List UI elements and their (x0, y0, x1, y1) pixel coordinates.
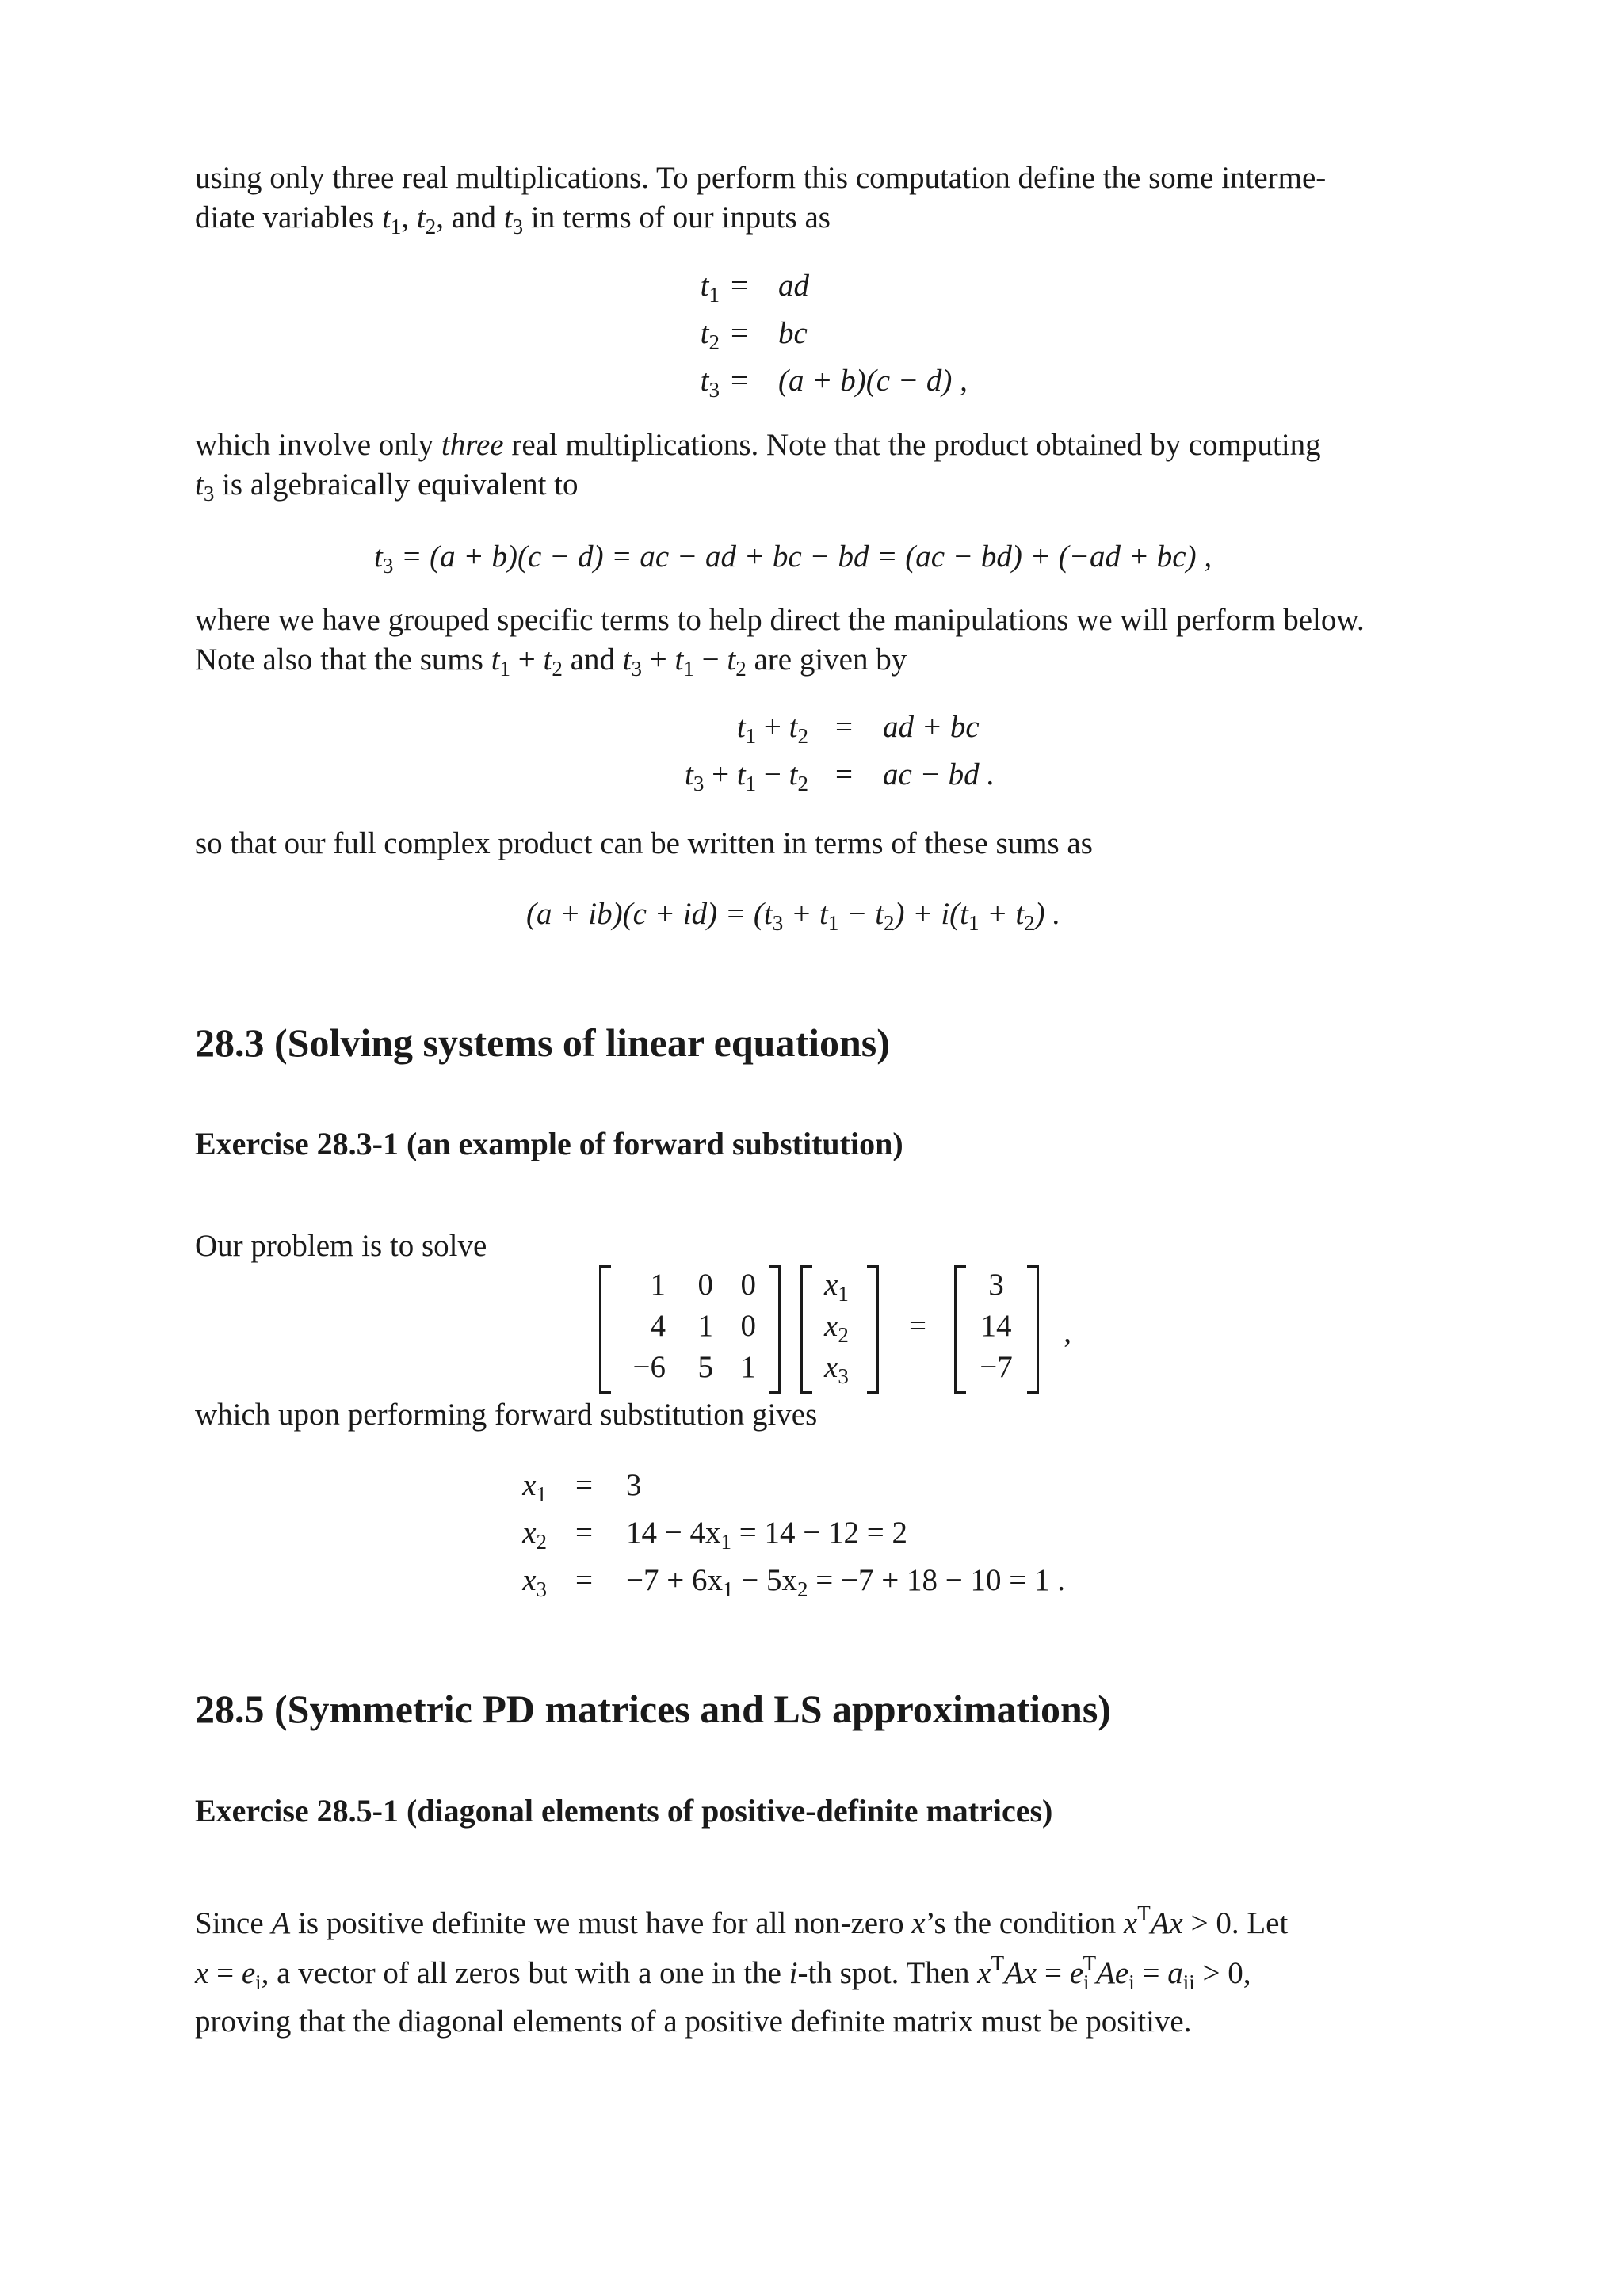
vector-cell: 3 (988, 1268, 1004, 1302)
section-heading: 28.3 (Solving systems of linear equations) (195, 1020, 890, 1065)
right-bracket (867, 1265, 879, 1394)
problem-statement: Our problem is to solve (195, 1229, 487, 1263)
exercise-heading: Exercise 28.5-1 (diagonal elements of positive-definite matrices) (195, 1793, 1053, 1829)
matrix-equation (599, 1265, 1075, 1392)
document-page: using only three real multiplications. To perform this computation define the some interme- diate variables $t_1$, $t_2$, and $t_3$ in terms of our inputs as $t_1$ = ad $t_2$ = bc $t_3$ = (a + b)(c − d) , which involve only three real multiplications. Note that the product obtained by computing $t_3$ is algebraically equivalent to $t_3 = (a + b)(c - d)$ = ac − ad + bc − bd = (ac − bd) + (−ad + bc) , where we have grouped specific terms to help direct the manipulations we will perform below. Note also that the sums $t_1 + t_2$ and $t_3 + t_1 - t_2$ are given by $t_1 + t_2$ = ad + bc $t_3 + t_1 - t_2$ = ac − bd . so that our full complex product can be written in terms of these sums as $(a + ib)(c + id) = (t_3 + t_1 - t_2) + i(t_1 + t_2)$ . 28.3 (Solving systems of linear equations) Exercise 28.3-1 (an example of forward substitution) Our problem is to solve 1 0 0 4 1 0 −6 5 1 $x_1$ $x_2$ $x_3$ = 3 14 −7 , which upon performing forward substitution gives $x_1$ = 3 $x_2$ = $14 - 4x_1 = 14 - 12 = 2$ $x_3$ = $-7 + 6x_1 - 5x_2 = -7 + 18 - 10 = 1$ . 28.5 (Symmetric PD matrices and LS approximations) Exercise 28.5-1 (diagonal elements of positive-definite matrices) Since A is positive definite we must have for all non-zero x’s the condition $x^TAx > 0$. Let $x = e_i$, a vector of all zeros but with a one in the i-th spot. Then $x^TAx = e_i^TAe_i = a_{ii} > 0$, proving that the diagonal elements of a positive definite matrix must be positive. (0, 0, 1623, 2296)
full-product-paragraph: so that our full complex product can be written in terms of these sums as (195, 826, 1093, 860)
forward-sub-paragraph: which upon performing forward substitution gives (195, 1398, 818, 1432)
matrix-cell: 1 (740, 1350, 756, 1384)
vector-cell: $x_2$ (824, 1309, 849, 1347)
matrix-cell: 0 (697, 1268, 713, 1302)
right-bracket (1027, 1265, 1039, 1394)
equals-sign: = (909, 1309, 926, 1343)
positive-definite-paragraph: Since A is positive definite we must have for all non-zero x’s the condition $x^TAx > 0$. Let $x = e_i$, a vector of all zeros but with a one in the i-th spot. Then $x^TAx = e_i^TAe_i = a_{ii} > 0$, proving that the diagonal elements of a positive definite matrix must be positive. (195, 1901, 1289, 2039)
vector-cell: $x_1$ (824, 1268, 849, 1306)
grouped-terms-paragraph: where we have grouped specific terms to help direct the manipulations we will perform below. Note also that the sums $t_1 + t_2$ and $t_3 + t_1 - t_2$ are given by (195, 603, 1365, 681)
matrix-cell: 0 (740, 1309, 756, 1343)
matrix-cell: 5 (697, 1350, 713, 1384)
vector-cell: $x_3$ (824, 1350, 849, 1388)
matrix-cell: 1 (650, 1268, 666, 1302)
left-bracket (800, 1265, 812, 1394)
matrix-cell: 1 (697, 1309, 713, 1343)
intro-paragraph (195, 158, 1460, 246)
intro-line-1: using only three real multiplications. To perform this computation define the some interme- (195, 161, 1327, 195)
matrix-cell: 0 (740, 1268, 756, 1302)
complex-product-equation: $(a + ib)(c + id) = (t_3 + t_1 - t_2) + i(t_1 + t_2)$ . (526, 897, 1061, 935)
multiplications-paragraph: which involve only three real multiplications. Note that the product obtained by computing $t_3$ is algebraically equivalent to (195, 428, 1321, 505)
trailing-comma: , (1064, 1315, 1071, 1349)
intro-line-2: diate variables $t_1$, $t_2$, and $t_3$ in terms of our inputs as (195, 200, 831, 238)
matrix-cell: −6 (632, 1350, 666, 1384)
left-bracket (599, 1265, 611, 1394)
section-heading: 28.5 (Symmetric PD matrices and LS approximations) (195, 1687, 1111, 1731)
vector-cell: −7 (980, 1350, 1013, 1384)
left-bracket (954, 1265, 966, 1394)
exercise-heading: Exercise 28.3-1 (an example of forward substitution) (195, 1126, 903, 1161)
right-bracket (769, 1265, 781, 1394)
t3-expansion-equation: $t_3 = (a + b)(c - d)$ = ac − ad + bc − bd = (ac − bd) + (−ad + bc) , (374, 540, 1212, 578)
matrix-cell: 4 (650, 1309, 666, 1343)
vector-cell: 14 (980, 1309, 1012, 1343)
